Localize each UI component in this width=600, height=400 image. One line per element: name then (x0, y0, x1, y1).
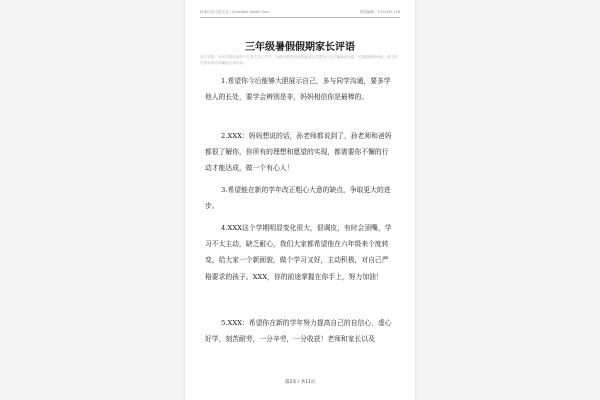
document-title: 三年级暑假假期家长评语 (245, 42, 355, 53)
paragraph-5: 5.XXX：希望你在新的学年努力提高自己的自信心，虚心好学，刻苦耐劳，一分辛劳，一分收获！老师和家长以及 (205, 319, 392, 344)
paragraph-2: 2.XXX：妈妈想说的话，孙老师都说到了，孙老师和爸妈都很了解你，你所有的理想和愿望的实现，都需要你不懈的行动才能达成，做一个有心人！ (205, 132, 392, 173)
header-left-text: 标准评语示范文本 | Excellent Model Text (200, 10, 270, 14)
paragraph-3: 3.希望能在新的学年改正粗心大意的缺点，争取更大的进步。 (205, 186, 391, 211)
user-notice: 用户须知：该评语资料适用于日常生活工作中，为提升简单易用性能适合学要执行且正确阅读全局，可编辑修改使用。请不同在需求前应该翻阅全部内容。 (200, 55, 398, 65)
paragraph-4: 4.XXX这个学期明显变化很大，很调皮，有时会顶嘴，学习不太主动，缺乏耐心，我们大家都希望他在六年级来个度转变，给大家一个新面貌，做个学习又好，主动积极，对自己严格要求的孩子。XXX，你的前途掌握在你手上，努力加油！ (205, 224, 392, 281)
page-number: 第2页 / 共11页 (284, 380, 316, 385)
header-right-text: 资料编码：CYLJ-YW-126 (359, 10, 400, 14)
document-page (185, 0, 415, 400)
page-header (200, 10, 400, 18)
paragraph-1: 1.希望你今后能够大胆展示自己，多与同学沟通，要多学他人的长处，要学会辨别是非，妈妈相信你是最棒的。 (205, 77, 391, 102)
